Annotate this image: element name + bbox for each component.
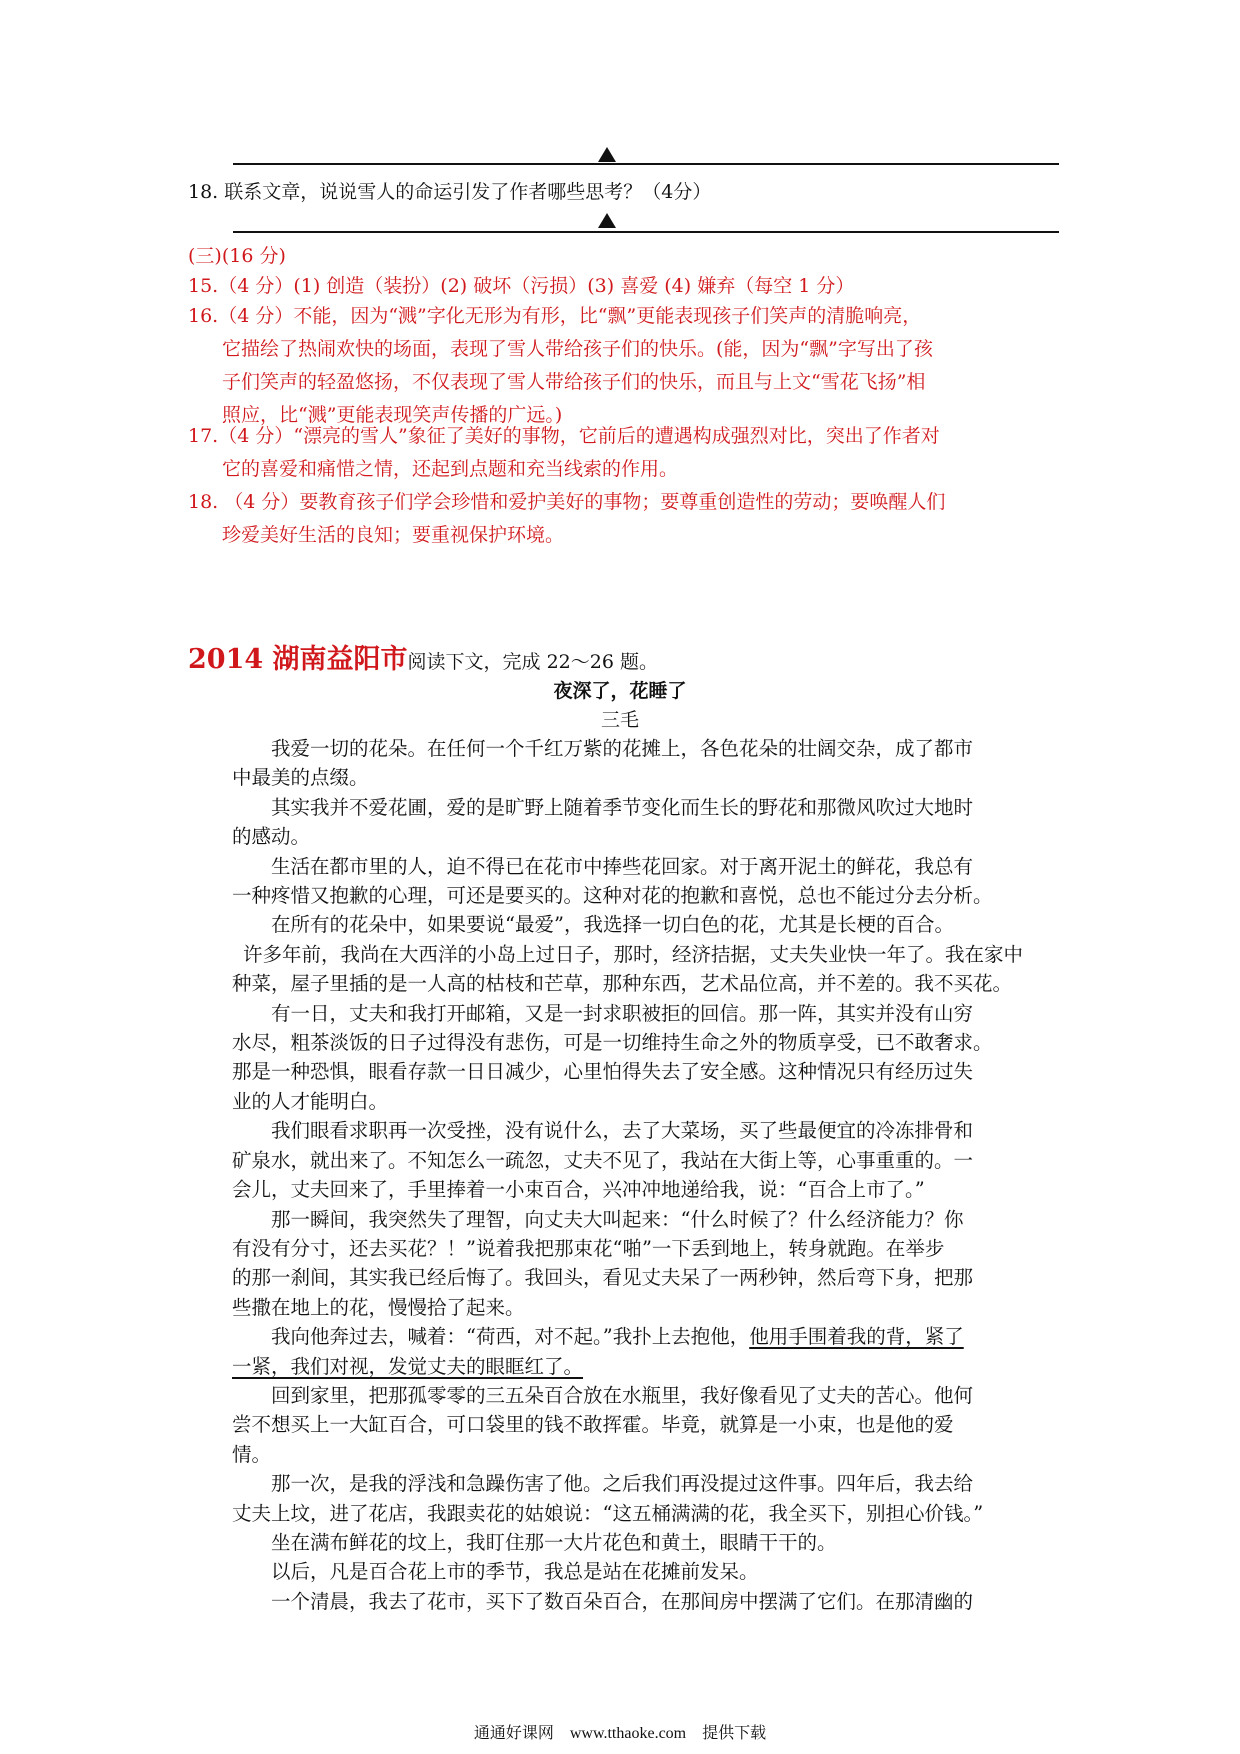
body-line: 矿泉水，就出来了。不知怎么一疏忽，丈夫不见了，我站在大街上等，心事重重的。一 [232,1148,974,1172]
body-line: 其实我并不爱花圃，爱的是旷野上随着季节变化而生长的野花和那微风吹过大地时 [232,795,974,819]
source-label: 2014 湖南益阳市 [188,644,408,675]
body-line: 的感动。 [232,825,311,849]
reading-instruction: 阅读下文，完成 22～26 题。 [407,651,658,673]
body-line: 我爱一切的花朵。在任何一个千红万紫的花摊上，各色花朵的壮阔交杂，成了都市 [232,737,974,760]
question-18: 18. 联系文章，说说雪人的命运引发了作者哪些思考？（4分） [188,181,712,203]
page-footer: 通通好课网 www.tthaoke.com 提供下载 [473,1725,767,1742]
article-body [204,734,1062,1616]
body-line: 我们眼看求职再一次受挫，没有说什么，去了大菜场，买了些最便宜的冷冻排骨和 [232,1119,974,1143]
body-text-span: 我向他奔过去，喊着：“荷西，对不起。”我扑上去抱他， [232,1325,750,1349]
body-line: 那一瞬间，我突然失了理智，向丈夫大叫起来：“什么时候了？什么经济能力？你 [232,1207,964,1231]
body-line: 在所有的花朵中，如果要说“最爱”，我选择一切白色的花，尤其是长梗的百合。 [232,913,954,937]
body-line: 有没有分寸，还去买花？！”说着我把那束花“啪”一下丢到地上，转身就跑。在举步 [232,1236,945,1260]
body-line: 丈夫上坟，进了花店，我跟卖花的姑娘说：“这五桶满满的花，我全买下，别担心价钱。” [232,1501,984,1525]
answer-16 [188,300,1068,432]
article-author: 三毛 [600,709,639,731]
answer-line-1 [233,163,1059,165]
answer-18-line: 18. （4 分）要教育孩子们学会珍惜和爱护美好的事物；要尊重创造性的劳动；要唤醒人们 [188,491,946,513]
answer-15: 15.（4 分）(1) 创造（装扮）(2) 破坏（污损）(3) 喜爱 (4) 嫌弃（每空 1 分） [188,275,855,297]
body-line: 情。 [232,1442,272,1466]
answer-18-line: 珍爱美好生活的良知；要重视保护环境。 [222,524,565,546]
body-line: 生活在都市里的人，迫不得已在花市中捧些花回家。对于离开泥土的鲜花，我总有 [232,854,974,878]
answer-18 [188,486,1068,552]
body-line: 尝不想买上一大缸百合，可口袋里的钱不敢挥霍。毕竟，就算是一小束，也是他的爱 [232,1413,954,1437]
body-line [232,1322,1062,1351]
answer-16-line: 照应，比“溅”更能表现笑声传播的广远。) [222,404,563,426]
body-line: 中最美的点缀。 [232,766,369,790]
body-line: 的那一刹间，其实我已经后悔了。我回头，看见丈夫呆了一两秒钟，然后弯下身，把那 [232,1266,974,1290]
body-line: 那是一种恐惧，眼看存款一日日减少，心里怕得失去了安全感。这种情况只有经历过失 [232,1060,974,1084]
answer-16-line: 它描绘了热闹欢快的场面，表现了雪人带给孩子们的快乐。(能，因为“飘”字写出了孩 [222,338,933,360]
body-line: 一个清晨，我去了花市，买下了数百朵百合，在那间房中摆满了它们。在那清幽的 [232,1589,974,1613]
body-line: 一种疼惜又抱歉的心理，可还是要买的。这种对花的抱歉和喜悦，总也不能过分去分析。 [232,884,993,908]
answer-17-line: 它的喜爱和痛惜之情，还起到点题和充当线索的作用。 [222,458,679,480]
answer-16-line: 子们笑声的轻盈悠扬，不仅表现了雪人带给孩子们的快乐，而且与上文“雪花飞扬”相 [222,371,926,393]
body-line: 有一日，丈夫和我打开邮箱，又是一封求职被拒的回信。那一阵，其实并没有山穷 [232,1001,974,1025]
body-line: 水尽，粗茶淡饭的日子过得没有悲伤，可是一切维持生命之外的物质享受，已不敢奢求。 [232,1031,993,1055]
body-line: 业的人才能明白。 [232,1089,389,1113]
answer-section-title: (三)(16 分) [188,245,286,267]
answer-marker-triangle-1 [598,147,616,162]
answer-16-line: 16.（4 分）不能，因为“溅”字化无形为有形，比“飘”更能表现孩子们笑声的清脆响亮， [188,305,922,327]
underlined-sentence: 他用手围着我的背，紧了 [749,1325,964,1349]
reading-heading [188,637,658,676]
answer-line-2 [233,231,1059,233]
body-line [232,1352,1062,1381]
body-line: 许多年前，我尚在大西洋的小岛上过日子，那时，经济拮据，丈夫失业快一年了。我在家中 [204,942,1024,966]
body-line: 那一次，是我的浮浅和急躁伤害了他。之后我们再没提过这件事。四年后，我去给 [232,1472,974,1496]
answer-17 [188,420,1068,486]
body-line: 些撒在地上的花，慢慢拾了起来。 [232,1295,525,1319]
body-line: 以后，凡是百合花上市的季节，我总是站在花摊前发呆。 [232,1560,759,1584]
body-line: 回到家里，把那孤零零的三五朵百合放在水瓶里，我好像看见了丈夫的苦心。他何 [232,1383,974,1407]
body-line: 坐在满布鲜花的坟上，我盯住那一大片花色和黄土，眼睛干干的。 [232,1530,837,1554]
answer-17-line: 17.（4 分）“漂亮的雪人”象征了美好的事物，它前后的遭遇构成强烈对比，突出了作者对 [188,425,940,447]
answer-marker-triangle-2 [598,213,616,228]
body-line: 种菜，屋子里插的是一人高的枯枝和芒草，那种东西，艺术品位高，并不差的。我不买花。 [232,972,1013,996]
article-title: 夜深了，花睡了 [553,680,687,702]
underlined-sentence: 一紧，我们对视，发觉丈夫的眼眶红了。 [232,1354,584,1378]
body-line: 会儿，丈夫回来了，手里捧着一小束百合，兴冲冲地递给我，说：“百合上市了。” [232,1178,925,1202]
